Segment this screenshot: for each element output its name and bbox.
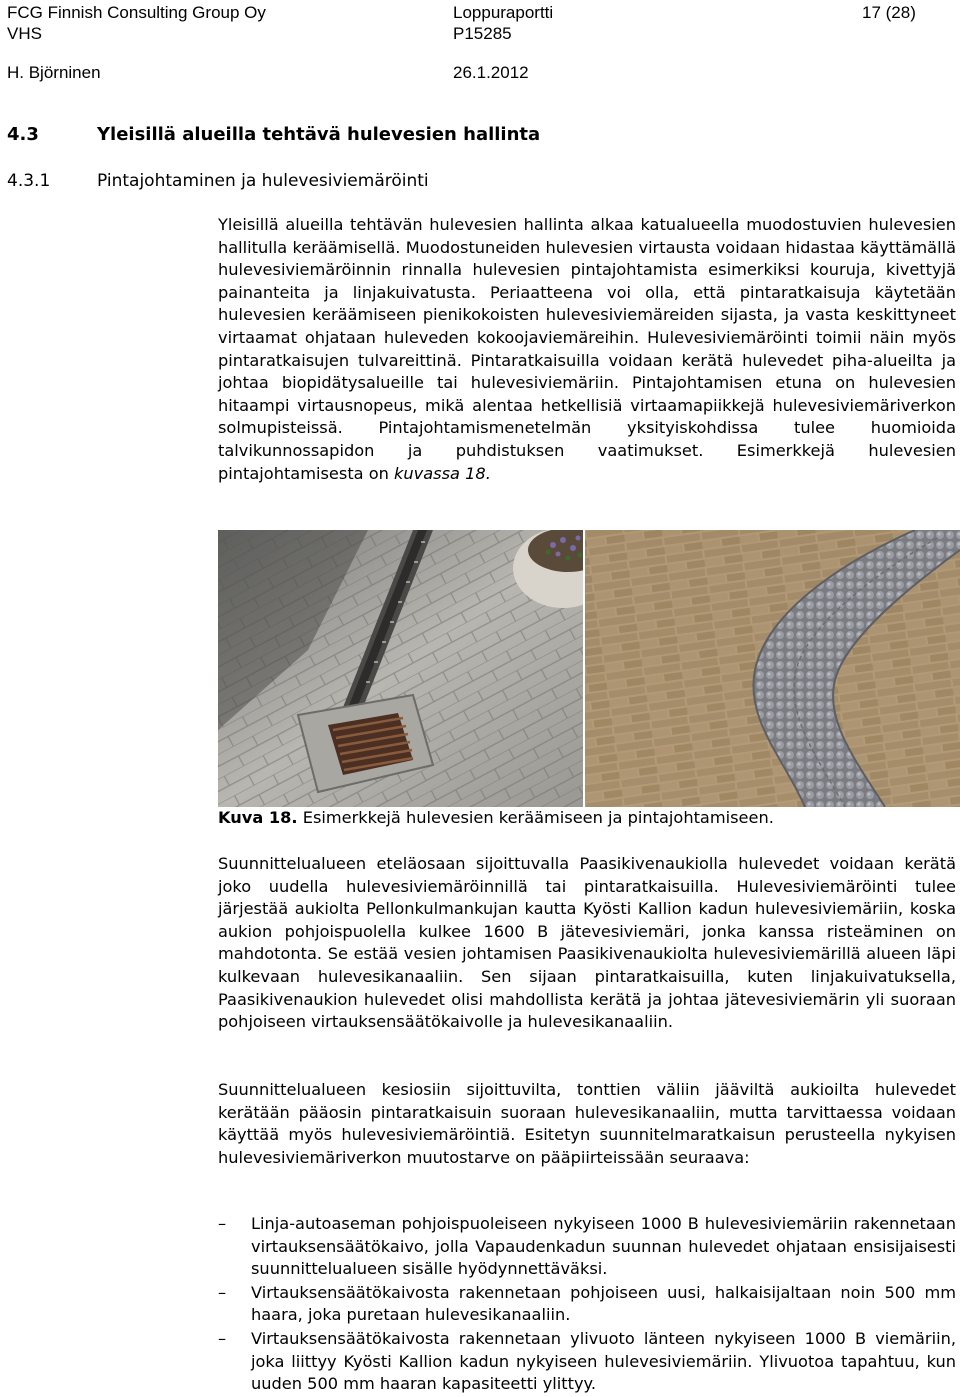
body-paragraph-2: Suunnittelualueen eteläosaan sijoittuvalla Paasikivenaukiolla hulevedet voidaan kerätä joko uudella hulevesiviemäröinnillä tai pintaratkaisuilla. Hulevesiviemäröinti tulee järjestää aukiolta Pellonkulmankujan kautta Kyösti Kallion kadun hulevesiviemäriin, koska aukion pohjoispuolella kulkee 1600 B jätevesiviemäri, jonka kanssa risteäminen on mahdotonta. Se estää vesien johtamisen Paasikivenaukiolta hulevesiviemärillä alueen läpi kulkevaan hulevesikanaaliin. Sen sijaan pintaratkaisuilla, kuten linjakuivatuksella, Paasikivenaukion hulevedet olisi mahdollista kerätä ja johtaa jätevesiviemärin yli suoraan pohjoiseen virtauksensäätökaivolle ja hulevesikanaaliin. — [218, 854, 956, 1032]
report-date: 26.1.2012 — [453, 63, 529, 82]
section-title: Yleisillä alueilla tehtävä hulevesien hallinta — [97, 124, 541, 145]
subsection-heading — [7, 171, 429, 191]
subsection-title: Pintajohtaminen ja hulevesiviemäröinti — [97, 171, 429, 191]
list-item — [218, 1328, 956, 1396]
section-heading — [7, 124, 540, 145]
project-number: P15285 — [453, 24, 512, 43]
list-item — [218, 1213, 956, 1281]
report-type: Loppuraportti — [453, 3, 554, 22]
dash-marker: – — [218, 1282, 227, 1302]
figure-caption — [218, 808, 774, 827]
body-paragraph-1 — [218, 214, 956, 485]
client-name: VHS — [7, 24, 42, 43]
page-header — [0, 0, 960, 86]
figure-label: Kuva 18. — [218, 808, 298, 827]
body-paragraph-3: Suunnittelualueen kesiosiin sijoittuvilta, tonttien väliin jääviltä aukioilta hulevedet kerätään pääosin pintaratkaisuin suoraan hulevesikanaaliin, mutta tarvittaessa voidaan käyttää myös hulevesiviemäröintiä. Esitetyn suunnitelmaratkaisun perusteella nykyisen hulevesiviemäriverkon muutostarve on pääpiirteissään seuraava: — [218, 1080, 956, 1167]
figure-caption-text: Esimerkkejä hulevesien keräämiseen ja pintajohtamiseen. — [302, 808, 774, 827]
cobblestone-channel-photo — [585, 530, 960, 807]
paragraph-1-text: Yleisillä alueilla tehtävän hulevesien hallinta alkaa katualueella muodostuvien hulevesien hallitulla keräämisellä. Muodostuneiden hulevesien virtausta voidaan hidastaa käyttämällä hulevesiviemäröinnin rinnalla hulevesien pintajohtamista esimerkiksi kouruja, kivettyjä painanteita ja linjakuivatusta. Periaatteena voi olla, että pintaratkaisuja käytetään hulevesien keräämiseen pienikokoisten hulevesiviemäreiden sijasta, ja vasta keskittyneet virtaamat ohjataan huleveden kokoojaviemäreihin. Hulevesiviemäröinti toimii näin myös pintaratkaisujen tulvareittinä. Pintaratkaisuilla voidaan kerätä hulevedet piha-alueilta ja johtaa biopidätysalueille tai hulevesiviemäriin. Pintajohtamisen etuna on hulevesien hitaampi virtausnopeus, mikä alentaa hetkellisiä virtaamapiikkejä hulevesiviemäriverkon solmupisteissä. Pintajohtamismenetelmän yksityiskohdissa tulee huomioida talvikunnossapidon ja puhdistuksen vaatimukset. Esimerkkejä hulevesien pintajohtamisesta on — [218, 215, 956, 483]
bullet-list — [218, 1213, 956, 1396]
list-item — [218, 1282, 956, 1327]
dash-marker: – — [218, 1214, 227, 1233]
subsection-number: 4.3.1 — [7, 171, 51, 191]
section-number: 4.3 — [7, 124, 39, 145]
list-item-text: Virtauksensäätökaivosta rakennetaan pohjoiseen uusi, halkaisijaltaan noin 500 mm haara, joka puretaan hulevesikanaaliin. — [251, 1282, 956, 1325]
drainage-channel-photo — [218, 530, 583, 807]
figure-reference: kuvassa 18. — [394, 463, 491, 483]
list-item-text: Linja-autoaseman pohjoispuoleiseen nykyiseen 1000 B hulevesiviemäriin rakennetaan virtauksensäätökaivo, jolla Vapaudenkadun suunnan hulevedet ohjataan ensisijaisesti suunnittelualueen sisälle hyödynnettäväksi. — [251, 1214, 956, 1279]
page-number: 17 (28) — [862, 3, 916, 22]
company-name: FCG Finnish Consulting Group Oy — [7, 3, 266, 22]
dash-marker: – — [218, 1328, 227, 1348]
list-item-text: Virtauksensäätökaivosta rakennetaan ylivuoto länteen nykyiseen 1000 B viemäriin, joka liittyy Kyösti Kallion kadun nykyiseen hulevesiviemäriin. Ylivuotoa tapahtuu, kun uuden 500 mm haaran kapasiteetti ylittyy. — [251, 1328, 956, 1394]
figure-photos — [218, 530, 960, 807]
author-name: H. Björninen — [7, 63, 101, 82]
